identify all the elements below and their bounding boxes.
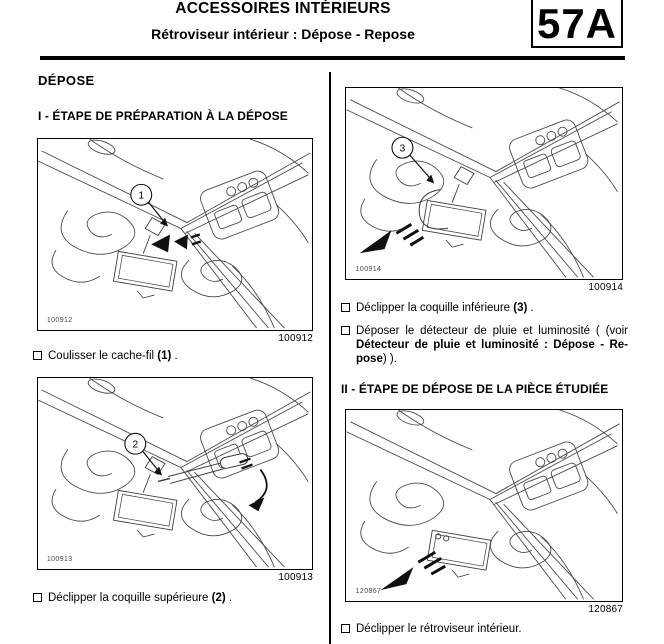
figure-inner-id: 100913 [46,555,73,563]
checkbox-icon [341,326,350,335]
figure-cache-fil [37,138,313,331]
depose-heading: DÉPOSE [38,73,95,88]
step2-heading: II - ÉTAPE DE DÉPOSE DE LA PIÈCE ÉTUDIÉE [341,382,609,396]
svg-text:2: 2 [132,439,139,451]
bullet-text: Déclipper la coquille inférieure (3) . [356,302,534,314]
rearview-mirror [113,457,177,537]
figure-inner-id: 100912 [46,316,73,324]
bullet-declipper-retroviseur [341,622,628,636]
page-title: ACCESSOIRES INTÉRIEURS [175,0,391,17]
bullet-text: Déclipper la coquille supérieure (2) . [48,592,233,604]
checkbox-icon [33,351,42,360]
figure-retroviseur-depose [345,409,623,602]
bullet-text: Coulisser le cache-fil (1) . [48,350,178,362]
technical-illustration [38,378,312,569]
slide-direction-arrow [151,235,201,253]
bullet-text: Déclipper le rétroviseur intérieur. [356,623,522,635]
callout [131,184,168,226]
remove-direction-arrow [360,224,424,253]
figure-coquille-superieure [37,377,313,570]
bullet-declipper-coquille-superieure [33,591,315,605]
figure-caption-100912: 100912 [278,333,313,344]
figure-coquille-inferieure [345,87,623,280]
svg-text:1: 1 [138,190,145,202]
rearview-mirror [113,218,177,298]
checkbox-icon [341,303,350,312]
bullet-declipper-coquille-inferieure [341,301,628,315]
callout [125,433,162,475]
checkbox-icon [341,624,350,633]
page-subtitle: Rétroviseur intérieur : Dépose - Repose [151,26,415,42]
figure-caption-100913: 100913 [278,572,313,583]
figure-inner-id: 120867 [355,588,382,596]
bullet-deposer-detecteur-pluie [341,324,628,366]
column-divider [329,72,331,644]
figure-caption-120867: 120867 [588,604,623,615]
figure-caption-100914: 100914 [588,282,623,293]
callout [392,137,434,183]
checkbox-icon [33,593,42,602]
header-rule [40,56,625,60]
step1-heading: I - ÉTAPE DE PRÉPARATION À LA DÉPOSE [38,109,288,123]
technical-illustration [346,88,622,279]
figure-inner-id: 100914 [355,266,382,274]
svg-text:3: 3 [399,143,406,155]
bullet-text: Déposer le détecteur de pluie et luminosité ( (voir Détecteur de pluie et luminosité : Dépose - Repose) ). [356,325,628,365]
technical-illustration [38,139,312,330]
technical-illustration [346,410,622,601]
section-code-badge: 57A [531,0,623,48]
bullet-coulisser-cache-fil [33,349,315,363]
screwdriver [158,453,249,484]
